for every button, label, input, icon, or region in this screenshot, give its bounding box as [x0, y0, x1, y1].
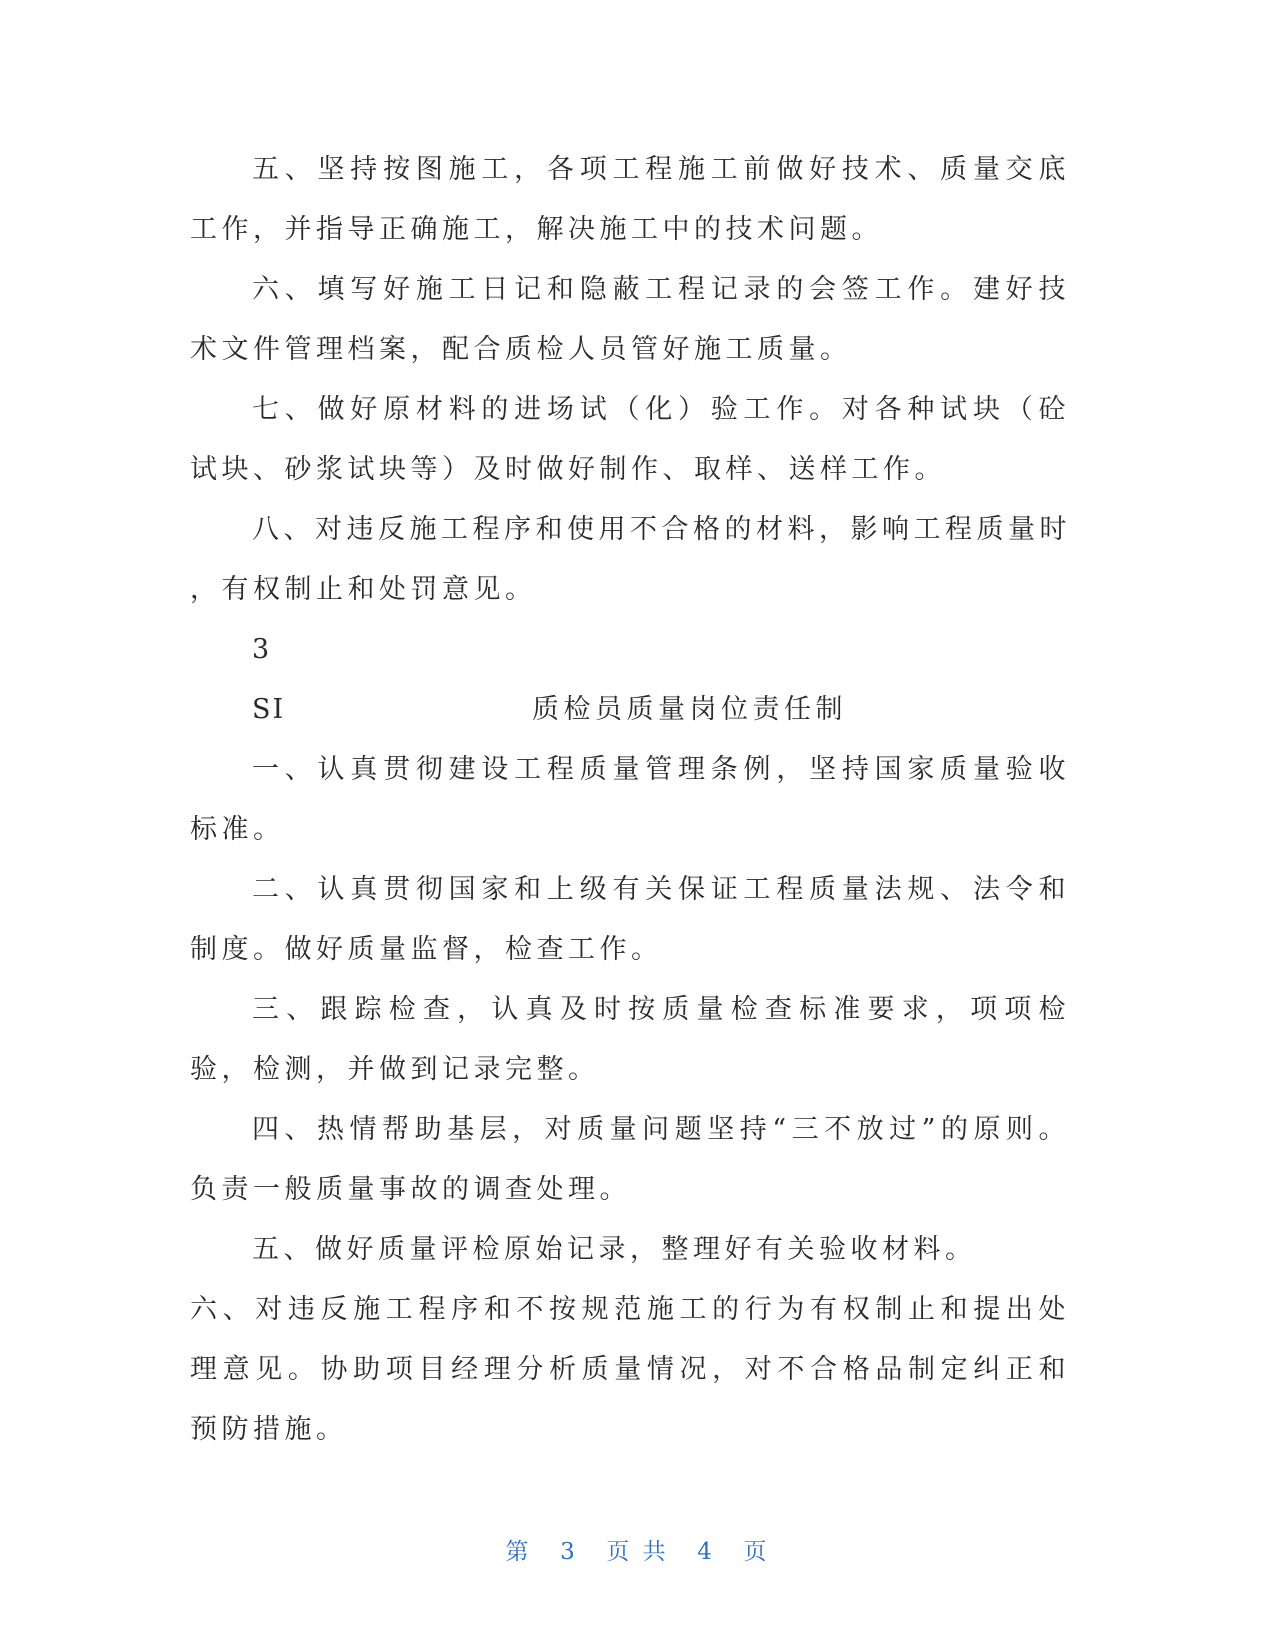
section-heading — [190, 680, 1070, 740]
duty-item-5: 五、做好质量评检原始记录，整理好有关验收材料。 — [252, 1234, 977, 1265]
duty-item-6: 六、对违反施工程序和不按规范施工的行为有权制止和提出处理意见。协助项目经理分析质量情况，对不合格品制定纠正和预防措施。 — [190, 1294, 1070, 1445]
section-title: 质检员质量岗位责任制 — [532, 694, 847, 725]
paragraph-8-line-2: ，有权制止和处罚意见。 — [190, 574, 537, 605]
footer-suffix: 页 — [743, 1539, 770, 1565]
duty-item-1: 一、认真贯彻建设工程质量管理条例，坚持国家质量验收标准。 — [190, 754, 1070, 845]
footer-current-page: 3 — [560, 1539, 578, 1565]
duty-item-2: 二、认真贯彻国家和上级有关保证工程质量法规、法令和制度。做好质量监督，检查工作。 — [190, 874, 1070, 965]
paragraph-5: 五、坚持按图施工，各项工程施工前做好技术、质量交底工作，并指导正确施工，解决施工中的技术问题。 — [190, 154, 1070, 245]
footer-prefix: 第 — [505, 1539, 532, 1565]
paragraph-7: 七、做好原材料的进场试（化）验工作。对各种试块（砼试块、砂浆试块等）及时做好制作、取样、送样工作。 — [190, 394, 1070, 485]
duty-item-4: 四、热情帮助基层，对质量问题坚持“三不放过”的原则。负责一般质量事故的调查处理。 — [190, 1114, 1070, 1205]
document-body — [190, 140, 1070, 1460]
section-code: SI — [252, 694, 286, 725]
footer-total-pages: 4 — [697, 1539, 715, 1565]
footer-middle: 页 共 — [606, 1539, 669, 1565]
page-footer — [0, 1533, 1275, 1566]
section-number: 3 — [252, 634, 274, 665]
paragraph-6: 六、填写好施工日记和隐蔽工程记录的会签工作。建好技术文件管理档案，配合质检人员管好施工质量。 — [190, 274, 1070, 365]
paragraph-8-line-1: 八、对违反施工程序和使用不合格的材料，影响工程质量时 — [252, 514, 1071, 545]
duty-item-3: 三、跟踪检查，认真及时按质量检查标准要求，项项检验，检测，并做到记录完整。 — [190, 994, 1070, 1085]
